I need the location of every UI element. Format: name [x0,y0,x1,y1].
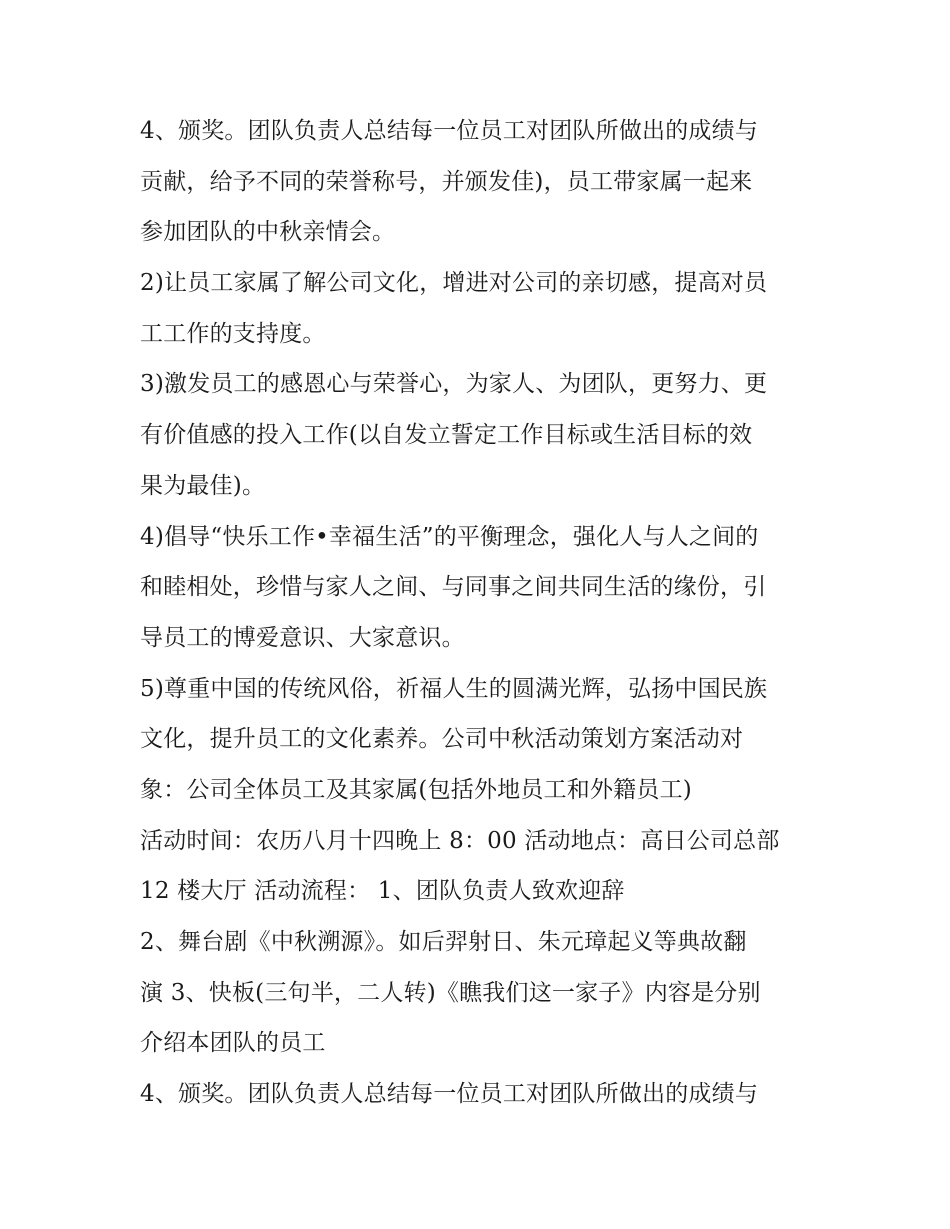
text-line: 果为最佳)。 [140,472,266,499]
text-line: 12 楼大厅 活动流程： 1、团队负责人致欢迎辞 [140,878,625,905]
text-line: 和睦相处，珍惜与家人之间、与同事之间共同生活的缘份，引 [140,574,767,601]
text-line: 3)激发员工的感恩心与荣誉心，为家人、为团队，更努力、更 [140,371,768,398]
text-line: 有价值感的投入工作(以自发立誓定工作目标或生活目标的效 [140,422,753,449]
text-line: 2)让员工家属了解公司文化，增进对公司的亲切感，提高对员 [140,270,768,297]
text-line: 演 3、快板(三句半，二人转)《瞧我们这一家子》内容是分别 [140,979,761,1006]
text-line: 活动时间：农历八月十四晚上 8：00 活动地点：高日公司总部 [140,827,780,854]
text-line: 工工作的支持度。 [140,320,326,347]
text-line: 2、舞台剧《中秋溯源》。如后羿射日、朱元璋起义等典故翻 [140,929,747,955]
text-line: 参加团队的中秋亲情会。 [140,219,396,246]
text-line: 介绍本团队的员工 [140,1030,326,1057]
text-line: 贡献，给予不同的荣誉称号，并颁发佳)，员工带家属一起来 [140,168,753,195]
text-line: 象：公司全体员工及其家属(包括外地员工和外籍员工) [140,776,692,803]
text-line: 4、颁奖。团队负责人总结每一位员工对团队所做出的成绩与 [140,1081,759,1108]
text-line: 文化，提升员工的文化素养。公司中秋活动策划方案活动对 [140,726,744,753]
document-body [140,106,830,1120]
text-line: 4)倡导“快乐工作•幸福生活”的平衡理念，强化人与人之间的 [140,523,759,550]
text-line: 5)尊重中国的传统风俗，祈福人生的圆满光辉，弘扬中国民族 [140,675,768,702]
text-line: 导员工的博爱意识、大家意识。 [140,624,465,651]
text-line: 4、颁奖。团队负责人总结每一位员工对团队所做出的成绩与 [140,118,759,144]
